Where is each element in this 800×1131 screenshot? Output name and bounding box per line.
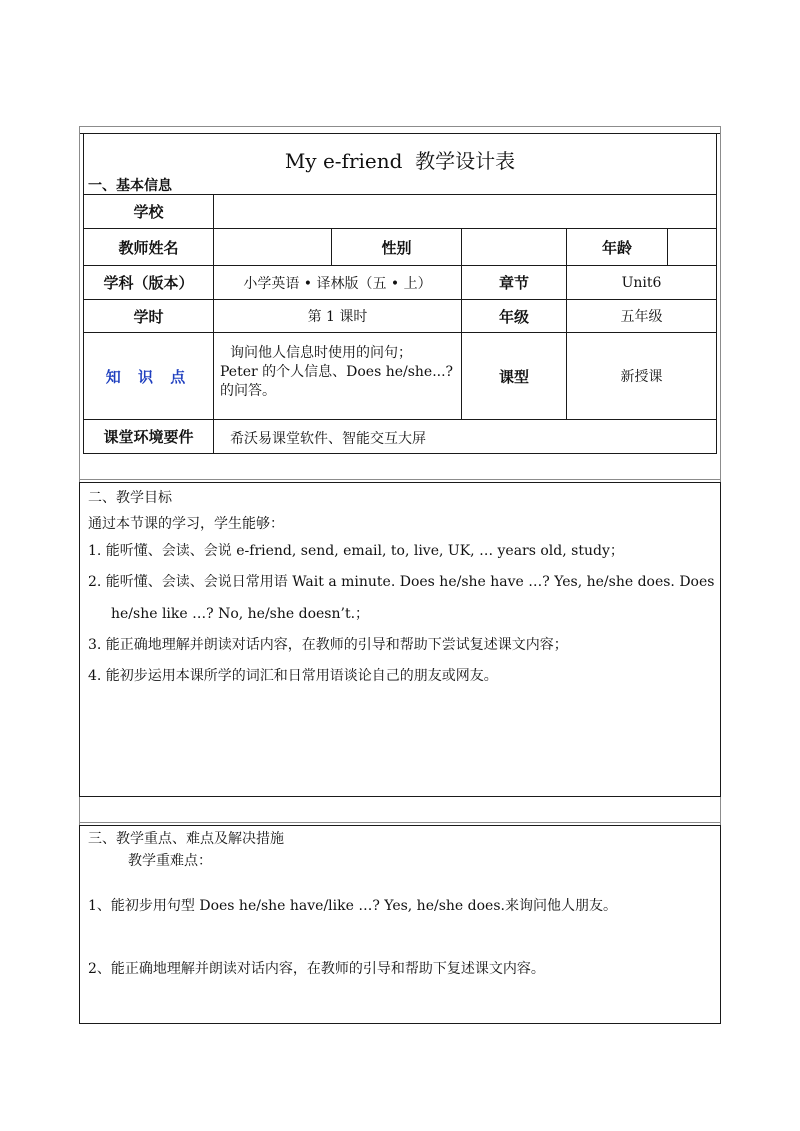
classroom-env-label: 课堂环境要件 — [103, 428, 194, 446]
period-label: 学时 — [133, 307, 164, 326]
page-title: My e-friend 教学设计表 — [284, 149, 516, 173]
knowledge-line: Peter 的个人信息、Does he/she...? — [220, 364, 454, 380]
grade-value: 五年级 — [620, 309, 663, 325]
teacher-name-label: 教师姓名 — [118, 238, 179, 257]
period-value: 第 1 课时 — [307, 309, 368, 325]
key-point-item: 2、能正确地理解并朗读对话内容，在教师的引导和帮助下复述课文内容。 — [88, 961, 545, 977]
classroom-env-value: 希沃易课堂软件、智能交互大屏 — [230, 431, 426, 447]
section-objectives-heading: 二、教学目标 — [88, 490, 172, 506]
knowledge-points-value — [220, 344, 460, 401]
gender-value — [462, 229, 566, 265]
knowledge-points-label: 知 识 点 — [105, 367, 192, 386]
chapter-label: 章节 — [498, 274, 529, 292]
objectives-intro: 通过本节课的学习，学生能够： — [88, 516, 284, 532]
grade-label: 年级 — [498, 307, 529, 326]
school-label: 学校 — [133, 203, 164, 221]
key-points-subheading: 教学重难点： — [128, 853, 212, 869]
objective-item: 2. 能听懂、会读、会说日常用语 Wait a minute. Does he/she have …? Yes, he/she does. Does — [88, 574, 715, 590]
knowledge-line: 的问答。 — [220, 383, 276, 399]
key-point-item: 1、能初步用句型 Does he/she have/like …? Yes, he/she does.来询问他人朋友。 — [88, 898, 617, 914]
objective-item: 3. 能正确地理解并朗读对话内容，在教师的引导和帮助下尝试复述课文内容； — [88, 637, 568, 653]
section-basic-info-heading: 一、基本信息 — [88, 178, 172, 194]
chapter-value: Unit6 — [621, 274, 662, 291]
subject-value: 小学英语 • 译林版（五 • 上） — [243, 275, 432, 292]
objective-item: 1. 能听懂、会读、会说 e-friend, send, email, to, live, UK, … years old, study； — [88, 543, 624, 559]
age-value — [668, 229, 716, 265]
teacher-name-value — [214, 229, 331, 265]
section-key-points-heading: 三、教学重点、难点及解决措施 — [88, 831, 284, 847]
lesson-type-label: 课型 — [498, 367, 529, 386]
gender-label: 性别 — [381, 238, 412, 257]
objective-item: 4. 能初步运用本课所学的词汇和日常用语谈论自己的朋友或网友。 — [88, 668, 498, 684]
objective-item-continued: he/she like …? No, he/she doesn’t.； — [111, 606, 370, 622]
knowledge-line: 询问他人信息时使用的问句； — [230, 345, 412, 361]
school-value — [214, 195, 716, 228]
age-label: 年龄 — [601, 238, 632, 257]
subject-label: 学科（版本） — [103, 274, 194, 292]
lesson-type-value: 新授课 — [620, 369, 663, 385]
